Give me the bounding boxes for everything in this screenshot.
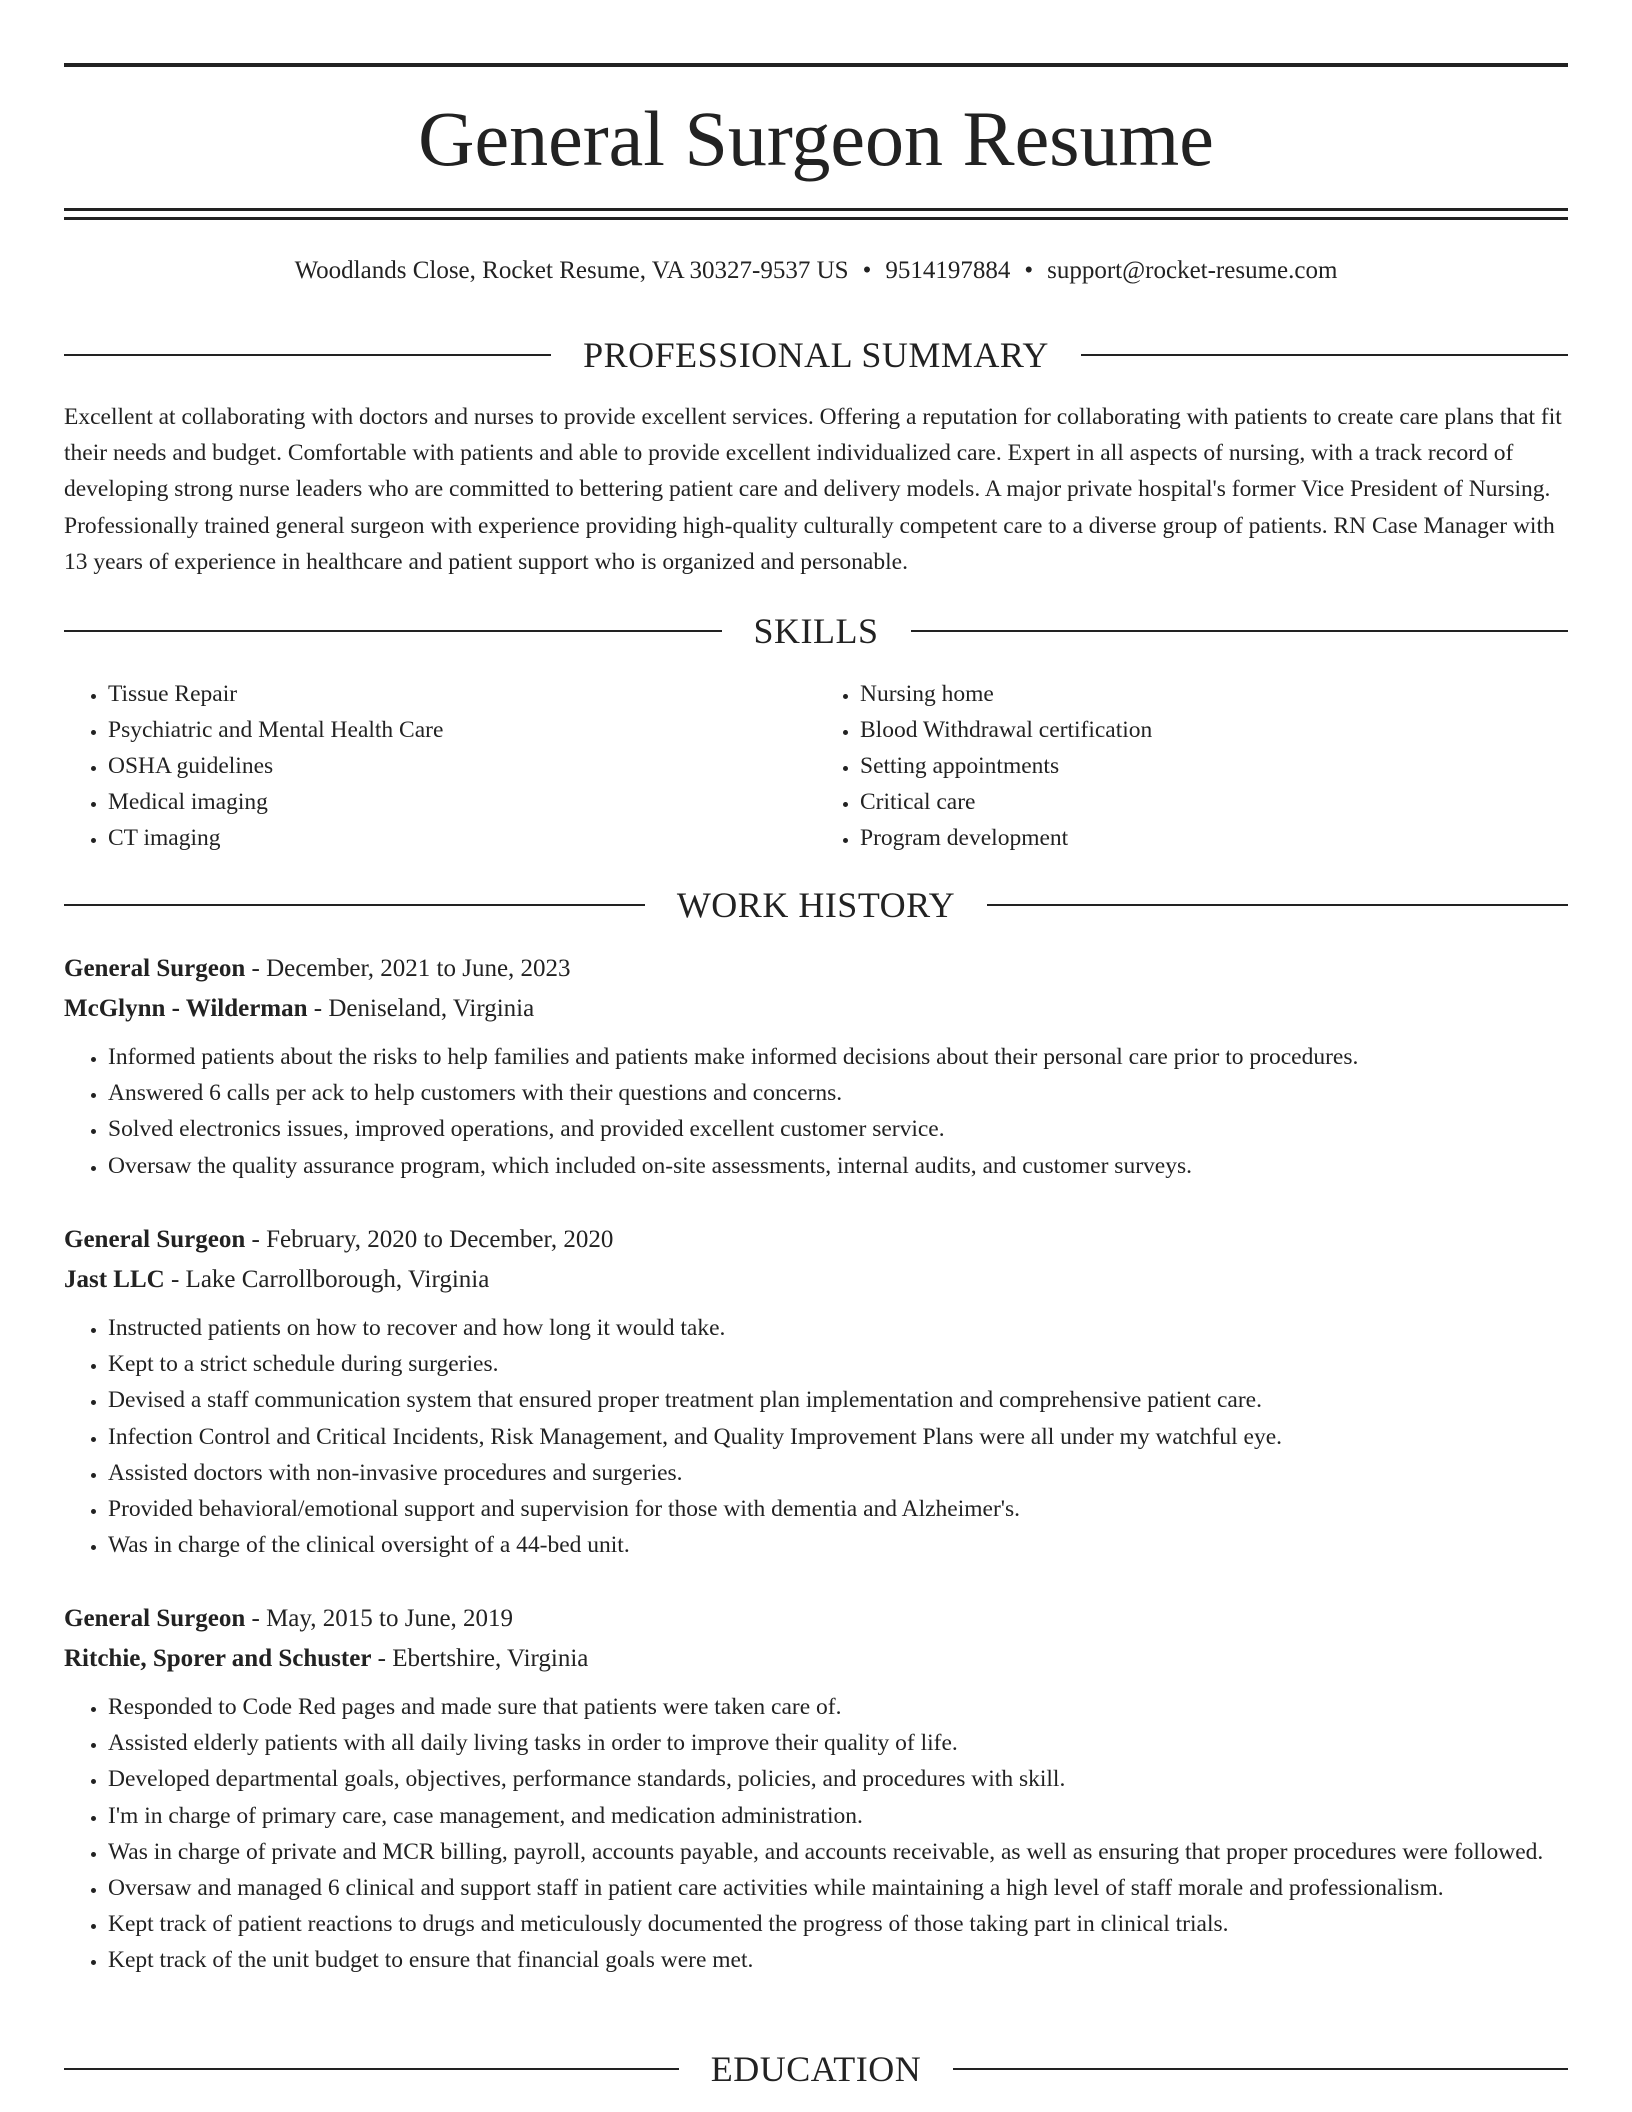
job-location: - Deniseland, Virginia xyxy=(307,995,535,1022)
job-bullet: • I'm in charge of primary care, case management, and medication administration. xyxy=(108,1798,1568,1834)
section-rule xyxy=(987,904,1568,906)
job-bullets xyxy=(64,1310,1568,1563)
skill-item: • Psychiatric and Mental Health Care xyxy=(108,712,816,748)
section-title: EDUCATION xyxy=(710,2049,922,2089)
job-bullet: • Provided behavioral/emotional support and supervision for those with dementia and Alzheimer's. xyxy=(108,1491,1568,1527)
title-double-rule xyxy=(64,208,1568,220)
job-bullet: • Developed departmental goals, objectives, performance standards, policies, and procedures with skill. xyxy=(108,1761,1568,1797)
job-bullet: • Assisted doctors with non-invasive procedures and surgeries. xyxy=(108,1455,1568,1491)
section-header-skills xyxy=(64,609,1568,653)
job-bullet: • Kept to a strict schedule during surgeries. xyxy=(108,1346,1568,1382)
job-bullet: • Answered 6 calls per ack to help customers with their questions and concerns. xyxy=(108,1075,1568,1111)
skill-item: • CT imaging xyxy=(108,820,816,856)
job-bullet: • Kept track of the unit budget to ensure that financial goals were met. xyxy=(108,1942,1568,1978)
job-company-line xyxy=(64,1260,1568,1300)
job-company-line xyxy=(64,989,1568,1029)
skill-item: • Medical imaging xyxy=(108,784,816,820)
job-title-line xyxy=(64,1599,1568,1639)
skills-column-right xyxy=(816,676,1568,856)
contact-separator: • xyxy=(1024,257,1034,284)
skills-list xyxy=(64,676,1568,856)
job-bullet: • Kept track of patient reactions to drugs and meticulously documented the progress of those taking part in clinical trials. xyxy=(108,1906,1568,1942)
job-bullet: • Oversaw and managed 6 clinical and support staff in patient care activities while maintaining a high level of staff morale and professionalism. xyxy=(108,1870,1568,1906)
job-bullet: • Responded to Code Red pages and made sure that patients were taken care of. xyxy=(108,1689,1568,1725)
section-title: PROFESSIONAL SUMMARY xyxy=(583,335,1049,375)
section-header-work xyxy=(64,883,1568,927)
skill-item: • OSHA guidelines xyxy=(108,748,816,784)
job-company: McGlynn - Wilderman xyxy=(64,995,308,1022)
section-rule xyxy=(911,630,1569,632)
job-entry xyxy=(64,1599,1568,1979)
job-title: General Surgeon xyxy=(64,955,246,982)
job-location: - Lake Carrollborough, Virginia xyxy=(164,1266,490,1293)
job-title: General Surgeon xyxy=(64,1226,246,1253)
job-bullet: • Devised a staff communication system that ensured proper treatment plan implementation and comprehensive patient care. xyxy=(108,1382,1568,1418)
contact-phone: 9514197884 xyxy=(885,257,1011,284)
section-header-summary xyxy=(64,333,1568,377)
contact-email: support@rocket-resume.com xyxy=(1047,257,1338,284)
skill-item: • Nursing home xyxy=(860,676,1568,712)
job-company: Ritchie, Sporer and Schuster xyxy=(64,1645,372,1672)
skill-item: • Tissue Repair xyxy=(108,676,816,712)
job-title: General Surgeon xyxy=(64,1605,246,1632)
section-title: SKILLS xyxy=(753,611,879,651)
job-bullets xyxy=(64,1689,1568,1979)
job-bullet: • Oversaw the quality assurance program, which included on-site assessments, internal audits, and customer surveys. xyxy=(108,1148,1568,1184)
job-bullet: • Was in charge of the clinical oversight of a 44-bed unit. xyxy=(108,1527,1568,1563)
job-bullet: • Instructed patients on how to recover and how long it would take. xyxy=(108,1310,1568,1346)
skill-item: • Program development xyxy=(860,820,1568,856)
skill-item: • Critical care xyxy=(860,784,1568,820)
job-bullet: • Infection Control and Critical Incidents, Risk Management, and Quality Improvement Plans were all under my watchful eye. xyxy=(108,1419,1568,1455)
contact-line xyxy=(64,255,1568,287)
section-rule xyxy=(64,2068,679,2070)
top-rule xyxy=(64,63,1568,67)
job-company: Jast LLC xyxy=(64,1266,165,1293)
skill-item: • Blood Withdrawal certification xyxy=(860,712,1568,748)
job-dates: - May, 2015 to June, 2019 xyxy=(245,1605,514,1632)
section-header-education xyxy=(64,2047,1568,2091)
summary-text: Excellent at collaborating with doctors and nurses to provide excellent services. Offering a reputation for collaborating with patients to create care plans that fit their needs and budget. Comfortable with patients and able to provide excellent individualized care. Expert in all aspects of nursing, with a track record of developing strong nurse leaders who are committed to bettering patient care and delivery models. A major private hospital's former Vice President of Nursing. Professionally trained general surgeon with experience providing high-quality culturally competent care to a diverse group of patients. RN Case Manager with 13 years of experience in healthcare and patient support who is organized and personable. xyxy=(64,404,1562,575)
skill-item: • Setting appointments xyxy=(860,748,1568,784)
section-rule xyxy=(953,2068,1568,2070)
job-bullet: • Assisted elderly patients with all daily living tasks in order to improve their quality of life. xyxy=(108,1725,1568,1761)
job-entry xyxy=(64,949,1568,1184)
contact-address: Woodlands Close, Rocket Resume, VA 30327-9537 US xyxy=(294,257,849,284)
section-rule xyxy=(1081,354,1568,356)
job-dates: - February, 2020 to December, 2020 xyxy=(245,1226,614,1253)
job-location: - Ebertshire, Virginia xyxy=(371,1645,589,1672)
job-dates: - December, 2021 to June, 2023 xyxy=(245,955,571,982)
page-title: General Surgeon Resume xyxy=(418,95,1214,182)
job-bullet: • Was in charge of private and MCR billing, payroll, accounts payable, and accounts receivable, as well as ensuring that proper procedures were followed. xyxy=(108,1834,1568,1870)
section-rule xyxy=(64,354,551,356)
section-rule xyxy=(64,904,645,906)
contact-separator: • xyxy=(862,257,872,284)
job-company-line xyxy=(64,1639,1568,1679)
section-rule xyxy=(64,630,722,632)
job-bullet: • Informed patients about the risks to help families and patients make informed decisions about their personal care prior to procedures. xyxy=(108,1039,1568,1075)
job-bullets xyxy=(64,1039,1568,1184)
skills-column-left xyxy=(64,676,816,856)
section-title: WORK HISTORY xyxy=(676,885,956,925)
job-title-line xyxy=(64,949,1568,989)
job-title-line xyxy=(64,1220,1568,1260)
job-bullet: • Solved electronics issues, improved operations, and provided excellent customer service. xyxy=(108,1111,1568,1147)
job-entry xyxy=(64,1220,1568,1563)
